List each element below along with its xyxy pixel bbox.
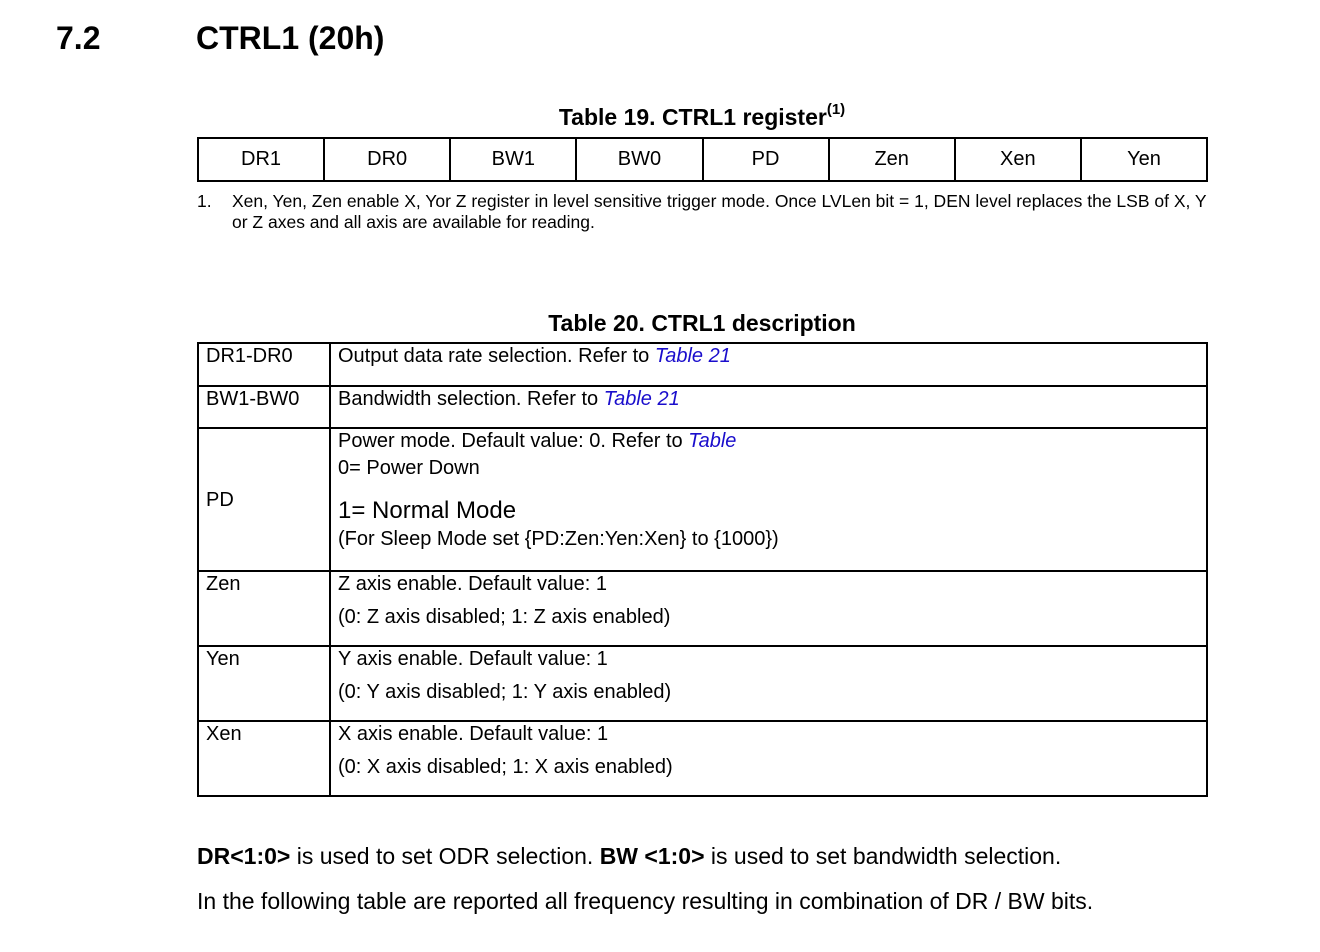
bw-bits-label: BW <1:0> (599, 843, 705, 869)
table-link[interactable]: Table (688, 430, 737, 452)
table20-caption: Table 20. CTRL1 description (548, 310, 856, 336)
table19-caption-text: Table 19. CTRL1 register (558, 104, 827, 130)
description-line: 1= Normal Mode (338, 497, 517, 524)
field-name: Yen (198, 646, 330, 721)
description-line: (0: Z axis disabled; 1: Z axis enabled) (338, 606, 671, 628)
bit-cell-yen: Yen (1081, 138, 1207, 181)
bit-cell-bw1: BW1 (450, 138, 576, 181)
table-row (198, 721, 1207, 796)
description-line: (0: X axis disabled; 1: X axis enabled) (338, 756, 673, 778)
section-number: 7.2 (56, 20, 101, 56)
description-line: (For Sleep Mode set {PD:Zen:Yen:Xen} to {1000}) (338, 528, 779, 550)
description-line: 0= Power Down (338, 457, 480, 479)
table21-link[interactable]: Table 21 (603, 388, 680, 410)
description-text: Output data rate selection. Refer to (338, 345, 655, 367)
bit-cell-xen: Xen (955, 138, 1081, 181)
table-row (198, 646, 1207, 721)
table19-footnote (197, 191, 1207, 233)
bit-cell-zen: Zen (829, 138, 955, 181)
field-description (330, 721, 1207, 796)
table-row (198, 386, 1207, 428)
field-name: Xen (198, 721, 330, 796)
bit-cell-pd: PD (703, 138, 829, 181)
footnote-number: 1. (197, 191, 212, 211)
field-description (330, 343, 1207, 386)
bit-cell-dr0: DR0 (324, 138, 450, 181)
field-description (330, 646, 1207, 721)
table-row (198, 428, 1207, 571)
table19-caption (197, 101, 1207, 131)
field-description (330, 571, 1207, 646)
dr-bits-label: DR<1:0> (197, 843, 291, 869)
description-line (338, 429, 1199, 453)
bit-cell-bw0: BW0 (576, 138, 702, 181)
field-name: PD (198, 428, 330, 571)
paragraph-text: is used to set bandwidth selection. (704, 843, 1062, 869)
description-text: Power mode. Default value: 0. Refer to (338, 430, 689, 452)
description-line: X axis enable. Default value: 1 (338, 723, 609, 745)
footnote-text: Xen, Yen, Zen enable X, Yor Z register in level sensitive trigger mode. Once LVLen bit = 1, DEN level replaces the LSB of X, Y or Z axes and all axis are available for reading. (232, 191, 1207, 232)
description-line: Z axis enable. Default value: 1 (338, 573, 608, 595)
bit-cell-dr1: DR1 (198, 138, 324, 181)
table19-footnote-ref[interactable]: (1) (826, 101, 846, 118)
field-description (330, 428, 1207, 571)
table-row (198, 343, 1207, 386)
body-paragraph: In the following table are reported all frequency resulting in combination of DR / BW bits. (197, 888, 1094, 914)
register-bits-row (198, 138, 1207, 181)
table21-link[interactable]: Table 21 (654, 345, 731, 367)
ctrl1-description-table (197, 342, 1208, 797)
description-text: Bandwidth selection. Refer to (338, 388, 604, 410)
paragraph-text: is used to set ODR selection. (290, 843, 600, 869)
description-line: Y axis enable. Default value: 1 (338, 648, 608, 670)
ctrl1-register-table (197, 137, 1208, 182)
field-name: BW1-BW0 (198, 386, 330, 428)
field-description (330, 386, 1207, 428)
description-line: (0: Y axis disabled; 1: Y axis enabled) (338, 681, 672, 703)
section-title: CTRL1 (20h) (196, 20, 385, 56)
field-name: Zen (198, 571, 330, 646)
field-name: DR1-DR0 (198, 343, 330, 386)
table-row (198, 571, 1207, 646)
body-paragraph (197, 843, 1061, 870)
